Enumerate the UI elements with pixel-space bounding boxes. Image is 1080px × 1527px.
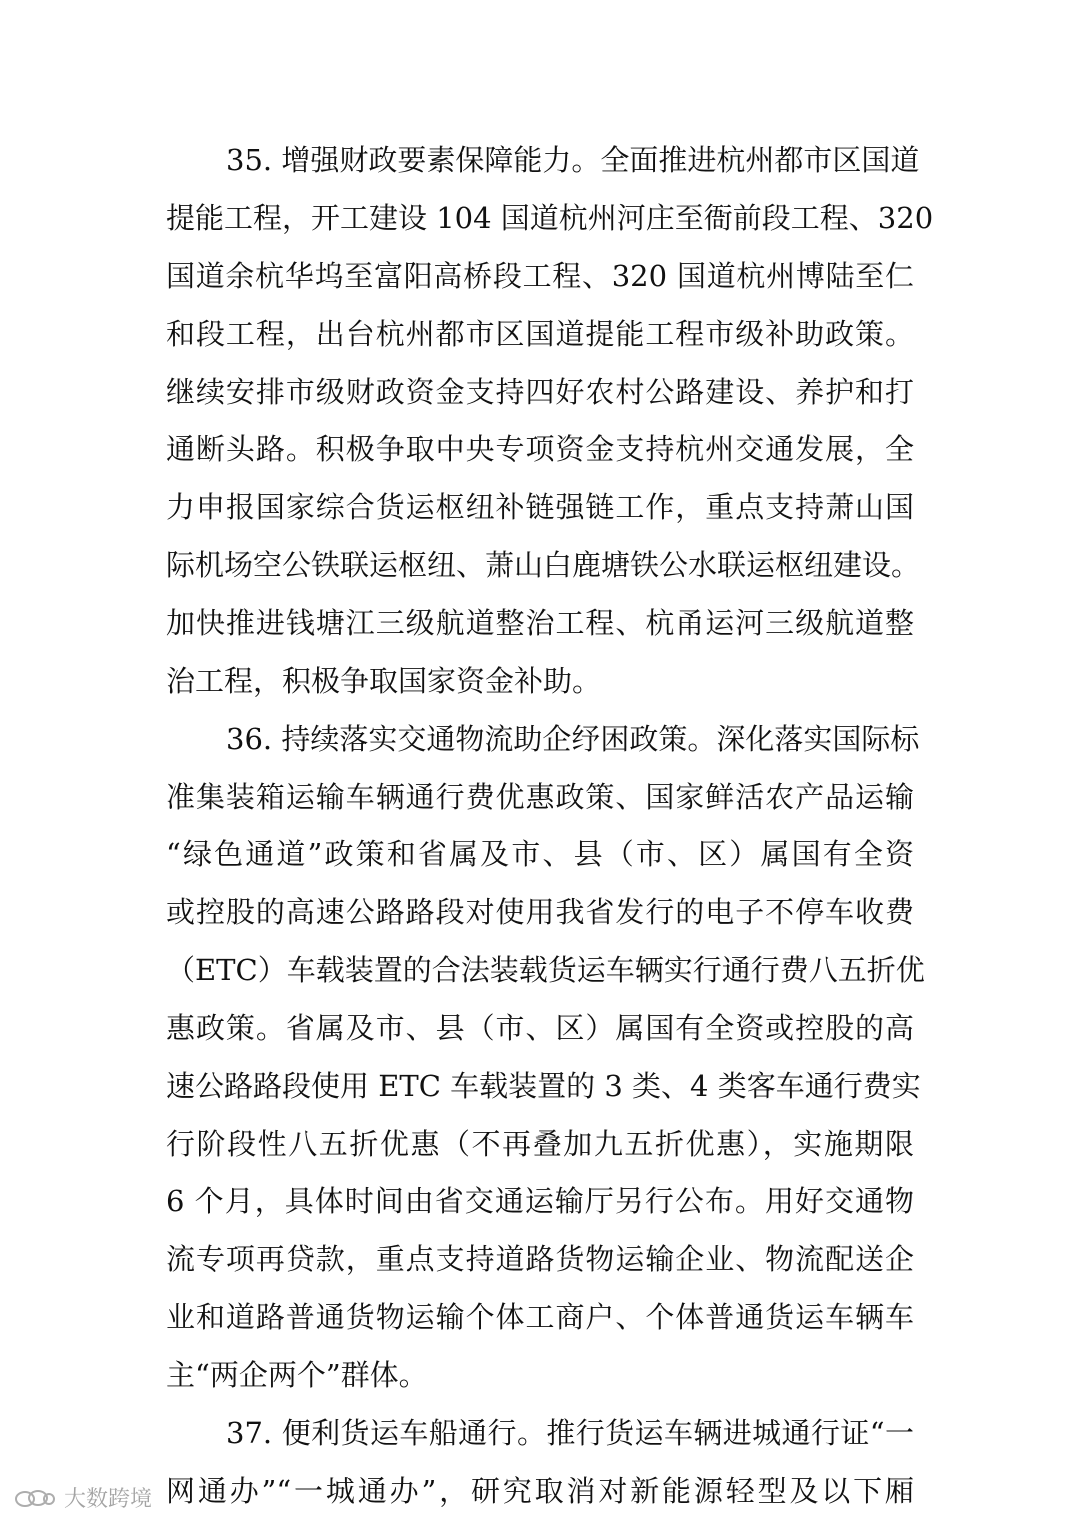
- paragraph-35-line-8: 际机场空公铁联运枢纽、萧山白鹿塘铁公水联运枢纽建设。: [166, 548, 921, 582]
- paragraph-35-line-2: 提能工程，开工建设 104 国道杭州河庄至衙前段工程、320: [166, 201, 934, 235]
- paragraph-36-line-9: 6 个月，具体时间由省交通运输厅另行公布。用好交通物: [166, 1184, 914, 1218]
- paragraph-37-line-2: 网通办”“一城通办”，研究取消对新能源轻型及以下厢: [166, 1474, 914, 1508]
- paragraph-35-line-6: 通断头路。积极争取中央专项资金支持杭州交通发展，全: [166, 432, 914, 466]
- paragraph-35-line-4: 和段工程，出台杭州都市区国道提能工程市级补助政策。: [166, 317, 914, 351]
- paragraph-36-line-11: 业和道路普通货物运输个体工商户、个体普通货运车辆车: [166, 1300, 914, 1334]
- paragraph-36-line-2: 准集装箱运输车辆通行费优惠政策、国家鲜活农产品运输: [166, 780, 914, 814]
- paragraph-36-line-5: （ETC）车载装置的合法装载货运车辆实行通行费八五折优: [166, 953, 925, 987]
- paragraph-35-line-10: 治工程，积极争取国家资金补助。: [166, 664, 602, 698]
- paragraph-36-line-12: 主“两企两个”群体。: [166, 1358, 428, 1392]
- paragraph-36-line-8: 行阶段性八五折优惠（不再叠加九五折优惠），实施期限: [166, 1127, 914, 1161]
- paragraph-36-line-1: 36. 持续落实交通物流助企纾困政策。深化落实国际标: [226, 722, 920, 756]
- watermark-text: 大数跨境: [64, 1487, 153, 1512]
- paragraph-36-line-10: 流专项再贷款，重点支持道路货物运输企业、物流配送企: [166, 1242, 914, 1276]
- paragraph-36-line-7: 速公路路段使用 ETC 车载装置的 3 类、4 类客车通行费实: [166, 1069, 921, 1103]
- paragraph-35-line-5: 继续安排市级财政资金支持四好农村公路建设、养护和打: [166, 375, 914, 409]
- paragraph-35-line-9: 加快推进钱塘江三级航道整治工程、杭甬运河三级航道整: [166, 606, 914, 640]
- cloud-logo-icon: [14, 1487, 56, 1509]
- paragraph-35-line-1: 35. 增强财政要素保障能力。全面推进杭州都市区国道: [226, 143, 920, 177]
- paragraph-36-line-3: “绿色通道”政策和省属及市、县（市、区）属国有全资: [166, 837, 914, 871]
- paragraph-35-line-3: 国道余杭华坞至富阳高桥段工程、320 国道杭州博陆至仁: [166, 259, 914, 293]
- paragraph-37-line-1: 37. 便利货运车船通行。推行货运车辆进城通行证“一: [226, 1416, 914, 1450]
- paragraph-35-line-7: 力申报国家综合货运枢纽补链强链工作，重点支持萧山国: [166, 490, 914, 524]
- paragraph-36-line-4: 或控股的高速公路路段对使用我省发行的电子不停车收费: [166, 895, 914, 929]
- watermark: [14, 1482, 152, 1513]
- paragraph-36-line-6: 惠政策。省属及市、县（市、区）属国有全资或控股的高: [166, 1011, 914, 1045]
